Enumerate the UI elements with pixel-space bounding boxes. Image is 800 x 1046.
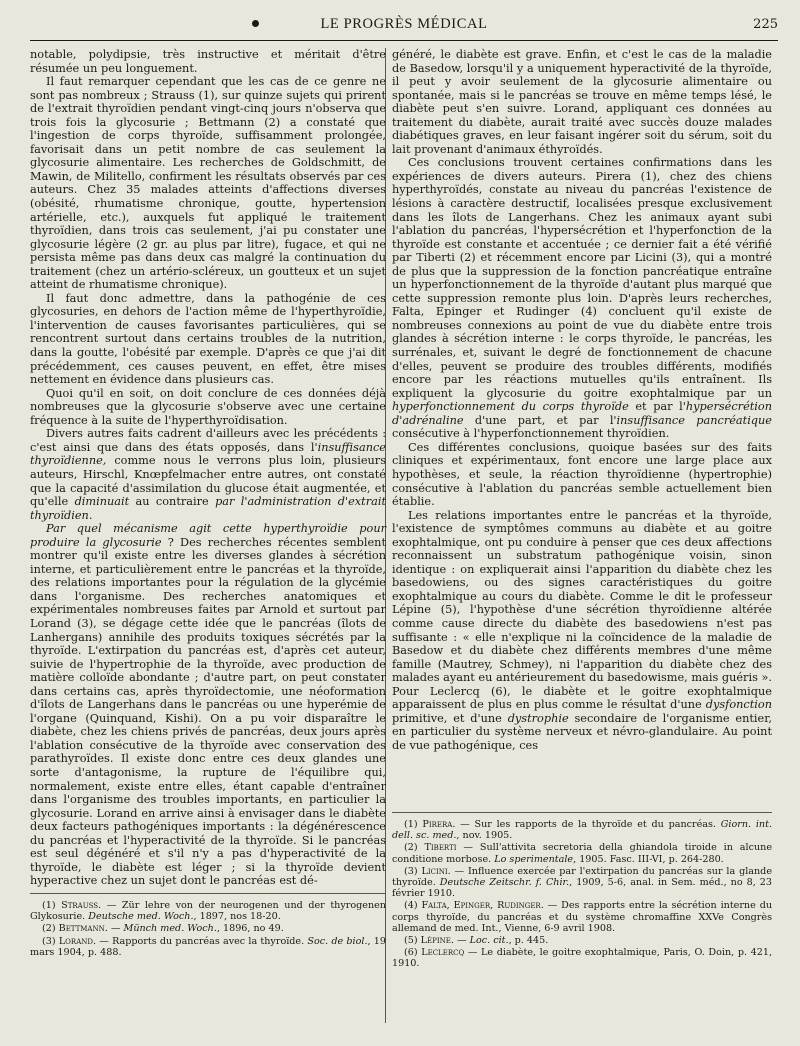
footnote-author: Tiberti [424,842,457,854]
footnote-author: Lorand [58,935,93,947]
footnote-text: . — Influence exercée par l'extirpation du pancréas sur la glande thyroïde. [392,865,772,889]
footnote-journal: Münch med. Woch. [123,923,217,935]
footnote-text: . — [104,923,124,935]
text-run: Les relations importantes entre le pancréas et la thyroïde, l'existence de symptômes communs au diabète et au goitre exophtalmique, ont pu conduire à penser que ces deux affections reconnaissent un substratum pathogénique voisin, sinon identique : on expliquerait ainsi l'apparition du diabète chez les basedowiens, ou des signes caractéristiques du goitre exophtalmique au cours du diabète. Comme le dit le professeur Lépine (5), l'hypothèse d'une sécrétion thyroïdienne altérée comme cause directe du diabète des basedowiens n'est pas suffisante : « elle n'explique ni la coïncidence de la maladie de Basedow et du diabète chez différents membres d'une même famille (Mautrey, Schmey), ni l'apparition du diabète chez des malades ayant eu antérieurement du basedowisme, mais guéris ». Pour Leclercq (6), le diabète et le goitre exophtalmique apparaissent de plus en plus comme le résultat d'une [392,508,772,712]
text-run: secondaire de l'organisme entier, en particulier du système nerveux et névro-glandulaire. Au point de vue pathogénique, ces [392,711,772,752]
italic-run: dysfonction [705,698,772,712]
paragraph [392,156,772,440]
footnote-journal: Deutsche Zeitschr. f. Chir. [439,877,570,889]
footnote-author: Leclercq [421,947,465,959]
text-run: au contraire [129,495,216,509]
paragraph: Il faut remarquer cependant que les cas de ce genre ne sont pas nombreux ; Strauss (1), sur quinze sujets qui prirent de l'extrait thyroïdien pendant vingt-cinq jours n'observa que trois fois la glycosurie ; Bettmann (2) a constaté que l'ingestion de corps thyroïde, suffisamment prolongée, favorisait dans un petit nombre de cas seulement la glycosurie alimentaire. Les recherches de Goldschmitt, de Mawin, de Militello, confirment les résultats observés par ces auteurs. Chez 35 malades atteints d'affections diverses (obésité, rhumatisme chronique, goutte, hypertension artérielle, etc.), auxquels fut appliqué le traitement thyroïdien, dans trois cas seulement, j'ai pu constater une glycosurie légère (2 gr. au plus par litre), fugace, et qui ne persista même pas dans deux cas malgré la continuation du traitement (chez un artério-scléreux, un goutteux et un sujet atteint de rhumatisme chronique). [30,75,386,292]
italic-run: Par quel mécanisme agit cette hyperthyroïdie pour produire la glycosurie [30,522,386,549]
text-run: ? Des recherches récentes semblent montrer qu'il existe entre les diverses glandes à sécrétion interne, et particulièrement entre le pancréas et la thyroïde, des relations importantes pour la régulation de la glycémie dans l'organisme. Des recherches anatomiques et expérimentales nombreuses faites par Arnold et surtout par Lorand (3), se dégage cette idée que le pancréas (îlots de Lanhergans) annihile des produits toxiques sécrétés par la thyroïde. L'extirpation du pancréas est, d'après cet auteur, suivie de l'hypertrophie de la thyroïde, avec production de matière colloïde abondante ; d'autre part, on peut constater dans certains cas, après thyroïdectomie, une néoformation d'îlots de Langerhans dans le pancréas ou une hyperémie de l'organe (Quinquand, Kishi). On a pu voir disparaître le diabète, chez les chiens privés de pancréas, deux jours après l'ablation consécutive de la thyroïde avec conservation des parathyroïdes. Il existe donc entre ces deux glandes une sorte d'antagonisme, la rupture de l'équilibre qui, normalement, existe entre elles, étant capable d'entraîner dans l'organisme des troubles importants, en particulier la glycosurie. Lorand en arrive ainsi à envisager dans le diabète deux facteurs pathogéniques importants : la dégénérescence du pancréas et l'hyperactivité de la thyroïde. Si le pancréas est seul dégénéré et s'il n'y a pas d'hyperactivité de la thyroïde, le diabète est léger ; si la thyroïde devient hyperactive chez un sujet dont le pancréas est dé- [30,535,386,888]
footnote-number: (2) [404,842,425,854]
footnote [30,900,386,922]
footnote-text: . — [450,935,470,947]
footnote-text: , p. 445. [508,935,549,947]
footnote-journal: Lo sperimentale [494,853,574,865]
footnote-text: , 1897, nos 18-20. [193,911,281,923]
footnote-rule [30,893,386,894]
footnote-text: . — Rapports du pancréas avec la thyroïde. [93,935,308,947]
footnote-author: Bettmann [58,923,105,935]
page-number: 225 [753,17,778,32]
paragraph: généré, le diabète est grave. Enfin, et c'est le cas de la maladie de Basedow, lorsqu'il y a uniquement hyperactivité de la thyroïde, il peut y avoir seulement de la glycosurie alimentaire ou spontanée, mais si le pancréas se trouve en même temps lésé, le diabète peut s'en suivre. Lorand, appliquant ces données au traitement du diabète, aurait traité avec succès douze malades diabétiques graves, en leur faisant ingérer soit du sérum, soit du lait provenant d'animaux éthyroïdés. [392,48,772,156]
left-column [30,48,386,888]
footnote [392,819,772,841]
running-header [30,14,778,41]
footnote [30,936,386,958]
footnote-number: (1) [42,900,62,911]
footnote-journal: Soc. de biol. [307,935,368,947]
right-column [392,48,772,752]
footnote [392,900,772,934]
text-run: . [88,508,93,522]
text-run: et par l' [628,400,686,414]
footnote [392,935,772,946]
footnote-number: (4) [404,900,422,912]
footnote-text: , 1905. Fasc. III-VI, p. 264-280. [573,853,724,865]
footnote [392,866,772,900]
italic-run: hyperfonctionnement du corps thyroïde [392,400,629,414]
italic-run: par l'administration d'extrait thyroïdien [30,495,386,522]
text-run: consécutive à l'hyperfonctionnement thyroïdien. [392,427,670,441]
paragraph [30,427,386,522]
footnote [30,923,386,934]
text-run: Divers autres faits cadrent d'ailleurs avec les précédents : c'est ainsi que dans des états opposés, dans l' [30,427,386,454]
footnote-author: Falta, Epinger, Rudinger [421,900,541,912]
footnote-text: . — Zür lehre von der neurogenen und der thyrogenen Glykosurie. [30,900,386,923]
footnote-author: Pirera [422,819,453,830]
footnote-author: Lépine [420,935,451,947]
footnote [392,842,772,864]
text-run: comme nous le verrons plus loin, plusieurs auteurs, Hirschl, Knœpfelmacher entre autres, ont constaté que la capacité d'assimilation du glucose était augmentée, et qu'elle [30,454,386,509]
paragraph: notable, polydipsie, très instructive et méritait d'être résumée un peu longuement. [30,48,386,75]
footnote-text: . — Sur les rapports de la thyroïde et du pancréas. [452,819,721,830]
footnote-rule [392,812,772,813]
paragraph: Il faut donc admettre, dans la pathogénie de ces glycosuries, en dehors de l'action même de l'hyperthyroïdie, l'intervention de causes favorisantes particulières, qui se rencontrent surtout dans certains troubles de la nutrition, dans la goutte, l'obésité par exemple. D'après ce que j'ai dit précédemment, ces causes peuvent, en effet, être mises nettement en évidence dans plusieurs cas. [30,291,386,387]
paragraph: Ces différentes conclusions, quoique basées sur des faits cliniques et expérimentaux, font encore une large place aux hypothèses, et seule, la réaction thyroïdienne (hypertrophie) consécutive à l'ablation du pancréas semble actuellement bien établie. [392,440,772,509]
footnote-text: , 1896, no 49. [216,923,284,935]
footnote-author: Licini [421,865,448,877]
footnote-text: . — Des rapports entre la sécrétion interne du corps thyroïde, du pancréas et du système chromaffine XXVe Congrès allemand de med. Int., Vienne, 6-9 avril 1908. [392,900,773,934]
footnote-text: , 1909, 5-6, anal. in Sem. méd., no 8, 23 février 1910. [392,877,772,900]
footnote-number: (5) [404,935,421,947]
footnote-text: , nov. 1905. [456,830,513,842]
text-run: d'une part, et par l' [463,413,617,427]
footnote-number: (3) [404,865,422,877]
text-run: Ces conclusions trouvent certaines confirmations dans les expériences de divers auteurs. Pirera (1), chez des chiens hyperthyroïdés, constate au niveau du pancréas l'existence de lésions à caractère destructif, localisées presque exclusivement dans les îlots de Langerhans. Chez les animaux ayant subi l'ablation du pancréas, l'hypersécrétion et l'hyperfonction de la thyroïde est constante et accentuée ; ce dernier fait a été vérifié par Tiberti (2) et récemment encore par Licini (3), qui a montré de plus que la suppression de la fonction pancréatique entraîne un hyperfonctionnement de la thyroïde d'autant plus marqué que cette suppression remonte plus loin. D'après leurs recherches, Falta, Epinger et Rudinger (4) concluent qu'il existe de nombreuses connexions au point de vue du diabète entre trois glandes à sécrétion interne : le corps thyroïde, le pancréas, les surrénales, et, suivant le degré de fonctionnement de chacune d'elles, peuvent se produire des troubles différents, modifiés encore par les réactions mutuelles qu'ils entraînent. Ils expliquent la glycosurie du goitre exophtalmique par un [392,156,772,400]
italic-run: insuffisance pancréatique [616,413,772,427]
paragraph [392,509,772,753]
italic-run: hypersécrétion d'adrénaline [392,400,772,427]
footnote-journal: Deutsche med. Woch. [88,911,194,923]
paragraph [30,522,386,888]
footnote-journal: Giorn. int. dell. sc. med. [392,819,772,842]
journal-title: LE PROGRÈS MÉDICAL [320,16,488,32]
paragraph: Quoi qu'il en soit, on doit conclure de ces données déjà nombreuses que la glycosurie s'observe avec une certaine fréquence à la suite de l'hyperthyroïdisation. [30,386,386,427]
footnote-text: , 19 mars 1904, p. 488. [30,935,386,958]
footnote-number: (1) [404,819,423,830]
footnote-number: (3) [42,935,59,947]
italic-run: diminuait [74,495,130,509]
footnote [392,947,772,969]
footnote-text: — Sull'attivita secretoria della ghiandola tiroide in alcune conditione morbose. [392,842,773,865]
footnote-number: (6) [404,947,422,959]
footnote-number: (2) [42,923,59,935]
footnotes-right [392,812,772,971]
footnote-journal: Loc. cit. [469,935,509,947]
footnote-text: — Le diabète, le goitre exophtalmique, Paris, O. Doin, p. 421, 1910. [392,947,772,970]
italic-run: dystrophie [507,711,569,725]
text-run: primitive, et d'une [392,711,508,725]
footnotes-left [30,893,386,959]
italic-run: insuffisance thyroïdienne, [30,440,386,468]
footnote-author: Strauss [61,900,99,911]
